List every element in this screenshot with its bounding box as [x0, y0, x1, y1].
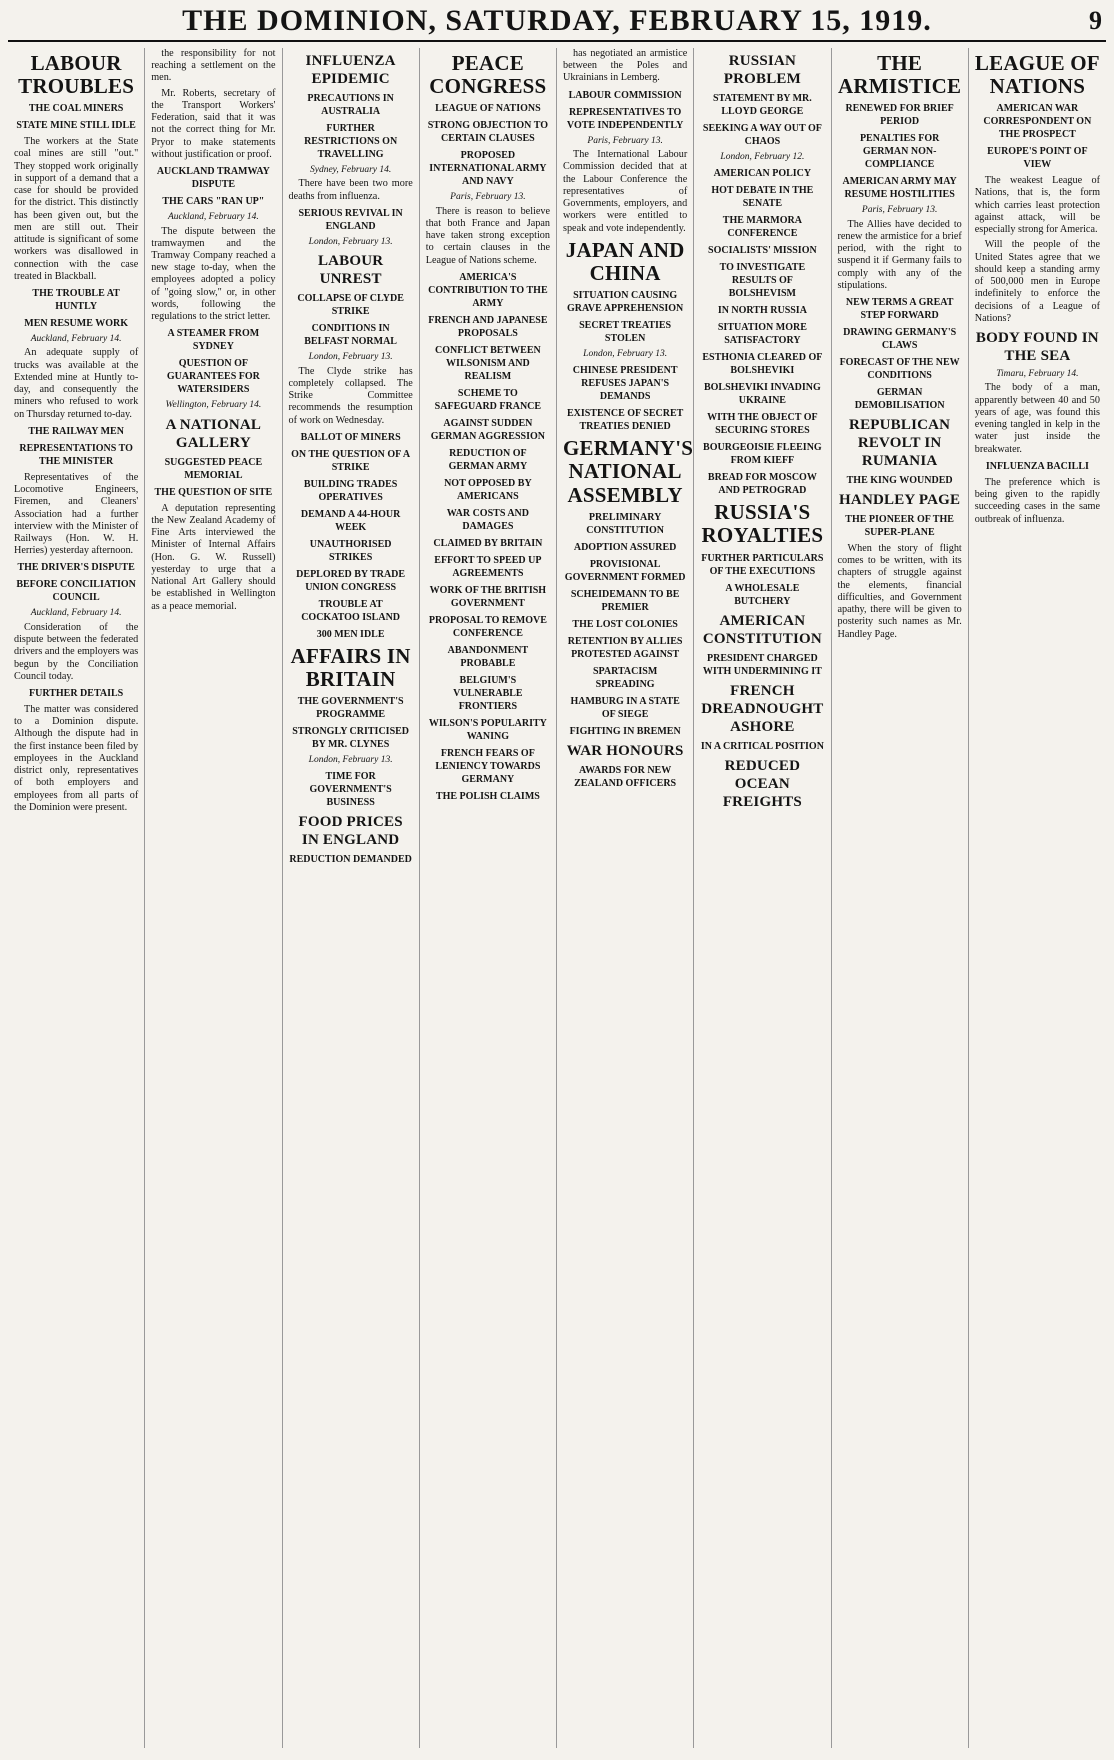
subheadline: LABOUR COMMISSION — [568, 89, 682, 101]
subheadline: RETENTION BY ALLIES PROTESTED AGAINST — [567, 635, 683, 660]
subheadline: A STEAMER FROM SYDNEY — [167, 328, 260, 353]
subheadline: CONDITIONS IN BELFAST NORMAL — [304, 323, 397, 348]
subheadline: STRONG OBJECTION TO CERTAIN CLAUSES — [427, 120, 548, 145]
headline: LABOUR TROUBLES — [18, 51, 135, 99]
dateline: Timaru, February 14. — [996, 369, 1079, 379]
headline: BODY FOUND IN THE SEA — [975, 330, 1099, 364]
subheadline: EUROPE'S POINT OF VIEW — [987, 146, 1088, 171]
dateline: Paris, February 13. — [861, 205, 938, 216]
subheadline: NOT OPPOSED BY AMERICANS — [444, 477, 532, 502]
subheadline: 300 MEN IDLE — [316, 628, 385, 640]
dateline: Sydney, February 14. — [309, 165, 392, 175]
headline: THE ARMISTICE — [838, 51, 962, 99]
article-paragraph: There is reason to believe that both France and Japan have taken strong exception to certain clauses in the League of Nations scheme. — [425, 205, 550, 266]
newspaper-column — [8, 48, 145, 1748]
headline: RUSSIA'S ROYALTIES — [701, 500, 824, 548]
article-paragraph: The dispute between the tramwaymen and the Tramway Company reached a new stage to-day, when the employees adopted a policy of "going slow," or, in other words, following the regulations to the strict letter. — [151, 225, 276, 323]
subheadline: AMERICAN WAR CORRESPONDENT ON THE PROSPECT — [983, 103, 1092, 141]
newspaper-column — [283, 48, 420, 1748]
subheadline: PROPOSAL TO REMOVE CONFERENCE — [428, 614, 547, 639]
subheadline: MEN RESUME WORK — [24, 318, 128, 329]
subheadline: DEPLORED BY TRADE UNION CONGRESS — [296, 568, 406, 593]
subheadline: REPRESENTATIONS TO THE MINISTER — [19, 442, 133, 467]
subheadline: REDUCTION DEMANDED — [289, 854, 412, 866]
subheadline: SCHEIDEMANN TO BE PREMIER — [570, 588, 680, 613]
article-paragraph: The Clyde strike has completely collapsed. The Strike Committee recommends the resumption of work on Wednesday. — [288, 365, 413, 426]
subheadline: ADOPTION ASSURED — [573, 541, 677, 553]
subheadline: DEMAND A 44-HOUR WEEK — [300, 508, 401, 533]
headline: PEACE CONGRESS — [429, 51, 547, 99]
subheadline: SUGGESTED PEACE MEMORIAL — [164, 456, 263, 481]
subheadline: TO INVESTIGATE RESULTS OF BOLSHEVISM — [719, 262, 806, 300]
masthead — [8, 0, 1106, 42]
subheadline: IN A CRITICAL POSITION — [700, 740, 824, 752]
subheadline: TIME FOR GOVERNMENT'S BUSINESS — [309, 771, 392, 809]
subheadline: FURTHER DETAILS — [29, 688, 124, 699]
article-paragraph: The matter was considered to a Dominion dispute. Although the dispute had in the first instance been filed by employees in the Auckland district only, representatives of both employers and employees from all parts of the Dominion were present. — [14, 704, 139, 813]
article-paragraph: Will the people of the United States agree that we should keep a standing army of 500,000 men in Europe indefinitely to enforce the decisions of a League of Nations? — [974, 239, 1100, 324]
dateline: Paris, February 13. — [450, 192, 526, 203]
subheadline: THE DRIVER'S DISPUTE — [17, 562, 135, 574]
subheadline: SECRET TREATIES STOLEN — [579, 319, 672, 344]
subheadline: STATE MINE STILL IDLE — [16, 120, 136, 132]
headline: REPUBLICAN REVOLT IN RUMANIA — [849, 416, 951, 469]
newspaper-column — [145, 48, 282, 1748]
headline: LEAGUE OF NATIONS — [974, 51, 1100, 99]
subheadline: ON THE QUESTION OF A STRIKE — [291, 448, 411, 473]
dateline: Auckland, February 14. — [167, 212, 259, 223]
headline: LABOUR UNREST — [317, 253, 384, 288]
headline: GERMANY'S NATIONAL ASSEMBLY — [563, 436, 694, 507]
subheadline: AMERICA'S CONTRIBUTION TO THE ARMY — [428, 271, 548, 309]
headline: WAR HONOURS — [566, 742, 684, 759]
headline: A NATIONAL GALLERY — [165, 416, 262, 451]
article-paragraph: An adequate supply of trucks was available at the Extended mine at Huntly to-day, and consequently the miners who refused to work on Thursday returned to-day. — [14, 347, 139, 420]
subheadline: SOCIALISTS' MISSION — [708, 245, 817, 257]
dateline: London, February 13. — [308, 236, 393, 247]
subheadline: REPRESENTATIVES TO VOTE INDEPENDENTLY — [566, 106, 684, 131]
subheadline: THE CARS "RAN UP" — [162, 196, 265, 208]
article-paragraph: Consideration of the dispute between the federated drivers and the employers was begun by the Conciliation Council today. — [14, 621, 139, 682]
subheadline: HOT DEBATE IN THE SENATE — [711, 185, 814, 210]
subheadline: FRENCH FEARS OF LENIENCY TOWARDS GERMANY — [435, 747, 541, 785]
subheadline: THE GOVERNMENT'S PROGRAMME — [297, 696, 404, 720]
subheadline: STATEMENT BY MR. LLOYD GEORGE — [712, 93, 812, 117]
dateline: London, February 13. — [308, 755, 393, 765]
article-paragraph: The Allies have decided to renew the armistice for a brief period, with the right to suspend it if Germany fails to comply with any of the stipulations. — [837, 218, 962, 291]
dateline: Paris, February 13. — [587, 135, 663, 146]
subheadline: SCHEME TO SAFEGUARD FRANCE — [434, 387, 542, 412]
article-paragraph: The preference which is being given to the rapidly succeeding cases in the same outbreak of influenza. — [974, 476, 1100, 525]
headline: FRENCH DREADNOUGHT ASHORE — [701, 682, 824, 735]
subheadline: BELGIUM'S VULNERABLE FRONTIERS — [453, 674, 523, 712]
subheadline: AWARDS FOR NEW ZEALAND OFFICERS — [574, 764, 677, 789]
subheadline: BOLSHEVIKI INVADING UKRAINE — [703, 382, 821, 407]
subheadline: PROPOSED INTERNATIONAL ARMY AND NAVY — [429, 150, 547, 188]
subheadline: SITUATION CAUSING GRAVE APPREHENSION — [567, 289, 684, 314]
subheadline: RENEWED FOR BRIEF PERIOD — [845, 103, 954, 128]
dateline: Auckland, February 14. — [30, 334, 122, 344]
newspaper-title: THE DOMINION, SATURDAY, FEBRUARY 15, 1919. — [182, 4, 932, 37]
newspaper-columns — [8, 48, 1106, 1748]
newspaper-column — [420, 48, 557, 1748]
dateline: Wellington, February 14. — [165, 400, 262, 411]
subheadline: SERIOUS REVIVAL IN ENGLAND — [298, 207, 403, 232]
subheadline: DRAWING GERMANY'S CLAWS — [843, 326, 957, 351]
subheadline: THE LOST COLONIES — [572, 618, 678, 630]
subheadline: WILSON'S POPULARITY WANING — [428, 717, 547, 742]
subheadline: A WHOLESALE BUTCHERY — [725, 582, 800, 607]
subheadline: FIGHTING IN BREMEN — [569, 725, 681, 737]
article-paragraph: The weakest League of Nations, that is, the form which carries least protection against attack, will be especially strong for America. — [974, 175, 1100, 236]
subheadline: AMERICAN POLICY — [713, 168, 812, 180]
subheadline: THE MARMORA CONFERENCE — [722, 215, 802, 240]
subheadline: THE COAL MINERS — [28, 103, 124, 115]
dateline: London, February 13. — [308, 352, 393, 363]
subheadline: BEFORE CONCILIATION COUNCIL — [16, 579, 136, 604]
article-paragraph: The workers at the State coal mines are still "out." They stopped work originally in support of a demand that a case for should be provided for the district. This distinctly has been given out, but the men are still out. Their attitude is significant of some workers was disallowed in connection with the case treated in Blackball. — [14, 136, 139, 282]
headline: RUSSIAN PROBLEM — [723, 53, 801, 87]
subheadline: PROVISIONAL GOVERNMENT FORMED — [564, 558, 686, 583]
subheadline: QUESTION OF GUARANTEES FOR WATERSIDERS — [166, 358, 260, 396]
headline: AMERICAN CONSTITUTION — [702, 612, 822, 647]
subheadline: PRELIMINARY CONSTITUTION — [586, 511, 665, 536]
subheadline: PENALTIES FOR GERMAN NON-COMPLIANCE — [859, 133, 940, 171]
subheadline: EFFORT TO SPEED UP AGREEMENTS — [434, 554, 542, 579]
subheadline: BALLOT OF MINERS — [300, 431, 401, 443]
headline: FOOD PRICES IN ENGLAND — [298, 814, 403, 849]
subheadline: CONFLICT BETWEEN WILSONISM AND REALISM — [435, 344, 541, 382]
subheadline: HAMBURG IN A STATE OF SIEGE — [570, 695, 680, 720]
subheadline: STRONGLY CRITICISED BY MR. CLYNES — [292, 726, 410, 750]
subheadline: BOURGEOISIE FLEEING FROM KIEFF — [703, 442, 822, 467]
article-paragraph: has negotiated an armistice between the Poles and Ukrainians in Lemberg. — [563, 48, 688, 84]
article-paragraph: There have been two more deaths from influenza. — [288, 178, 413, 202]
subheadline: SITUATION MORE SATISFACTORY — [717, 322, 807, 347]
subheadline: FURTHER RESTRICTIONS ON TRAVELLING — [304, 123, 398, 160]
subheadline: THE POLISH CLAIMS — [435, 790, 540, 802]
subheadline: SPARTACISM SPREADING — [592, 665, 658, 690]
dateline: Auckland, February 14. — [30, 608, 122, 619]
headline: JAPAN AND CHINA — [565, 237, 685, 285]
subheadline: THE RAILWAY MEN — [28, 425, 124, 437]
subheadline: INFLUENZA BACILLI — [985, 460, 1089, 472]
subheadline: WITH THE OBJECT OF SECURING STORES — [707, 412, 818, 437]
article-paragraph: When the story of flight comes to be written, with its chapters of struggle against the elements, financial difficulties, and Government apathy, there will be given to posterity such names as Mr. Handley Page. — [837, 542, 962, 640]
article-paragraph: the responsibility for not reaching a settlement on the men. — [151, 48, 276, 84]
article-paragraph: A deputation representing the New Zealand Academy of Fine Arts interviewed the Minister of Internal Affairs (Hon. G. W. Russell) yesterday to urge that a National Art Gallery should be established in Wellington as a peace memorial. — [151, 502, 276, 612]
subheadline: COLLAPSE OF CLYDE STRIKE — [297, 293, 404, 318]
article-paragraph: The International Labour Commission decided that at the Labour Conference the representatives of Governments, employers, and workers were entitled to speak and vote independently. — [563, 149, 688, 234]
dateline: London, February 12. — [720, 152, 805, 162]
newspaper-column — [557, 48, 694, 1748]
subheadline: UNAUTHORISED STRIKES — [309, 538, 392, 563]
subheadline: CHINESE PRESIDENT REFUSES JAPAN'S DEMANDS — [572, 365, 678, 403]
headline: AFFAIRS IN BRITAIN — [290, 643, 411, 691]
subheadline: AMERICAN ARMY MAY RESUME HOSTILITIES — [842, 176, 957, 201]
dateline: London, February 13. — [583, 348, 668, 359]
subheadline: PRESIDENT CHARGED WITH UNDERMINING IT — [702, 652, 822, 677]
headline: HANDLEY PAGE — [839, 491, 961, 508]
subheadline: BREAD FOR MOSCOW AND PETROGRAD — [707, 472, 817, 497]
subheadline: GERMAN DEMOBILISATION — [854, 386, 945, 411]
subheadline: WAR COSTS AND DAMAGES — [446, 507, 529, 532]
subheadline: AUCKLAND TRAMWAY DISPUTE — [156, 166, 270, 191]
newspaper-column — [969, 48, 1106, 1748]
subheadline: FRENCH AND JAPANESE PROPOSALS — [428, 314, 548, 339]
subheadline: THE TROUBLE AT HUNTLY — [32, 288, 120, 312]
subheadline: NEW TERMS A GREAT STEP FORWARD — [845, 296, 954, 321]
headline: INFLUENZA EPIDEMIC — [305, 53, 396, 87]
subheadline: THE QUESTION OF SITE — [154, 486, 273, 498]
article-paragraph: Mr. Roberts, secretary of the Transport Workers' Federation, said that it was not the correct thing for Mr. Pryor to make statements without justification or proof. — [151, 87, 276, 160]
subheadline: FORECAST OF THE NEW CONDITIONS — [839, 356, 960, 381]
subheadline: PRECAUTIONS IN AUSTRALIA — [307, 93, 394, 117]
subheadline: EXISTENCE OF SECRET TREATIES DENIED — [566, 408, 684, 433]
subheadline: IN NORTH RUSSIA — [717, 305, 807, 317]
article-paragraph: The body of a man, apparently between 40 and 50 years of age, was found this evening tangled in kelp in the water just inside the breakwater. — [974, 382, 1100, 455]
subheadline: REDUCTION OF GERMAN ARMY — [448, 447, 528, 472]
newspaper-column — [694, 48, 831, 1748]
subheadline: THE KING WOUNDED — [846, 474, 953, 486]
subheadline: SEEKING A WAY OUT OF CHAOS — [702, 123, 822, 147]
subheadline: WORK OF THE BRITISH GOVERNMENT — [429, 584, 547, 609]
subheadline: BUILDING TRADES OPERATIVES — [303, 478, 398, 503]
subheadline: LEAGUE OF NATIONS — [435, 103, 541, 115]
subheadline: CLAIMED BY BRITAIN — [433, 537, 543, 549]
subheadline: AGAINST SUDDEN GERMAN AGGRESSION — [430, 417, 545, 442]
subheadline: THE PIONEER OF THE SUPER-PLANE — [845, 513, 954, 538]
subheadline: ESTHONIA CLEARED OF BOLSHEVIKI — [702, 352, 823, 377]
page-number: 9 — [1089, 6, 1102, 35]
article-paragraph: Representatives of the Locomotive Engineers, Firemen, and Cleaners' Association had a further interview with the Minister of Railways (Hon. W. H. Herries) yesterday afternoon. — [14, 471, 139, 557]
subheadline: TROUBLE AT COCKATOO ISLAND — [301, 598, 401, 623]
subheadline: ABANDONMENT PROBABLE — [447, 644, 529, 669]
headline: REDUCED OCEAN FREIGHTS — [722, 757, 802, 810]
subheadline: FURTHER PARTICULARS OF THE EXECUTIONS — [701, 552, 824, 577]
newspaper-column — [832, 48, 969, 1748]
